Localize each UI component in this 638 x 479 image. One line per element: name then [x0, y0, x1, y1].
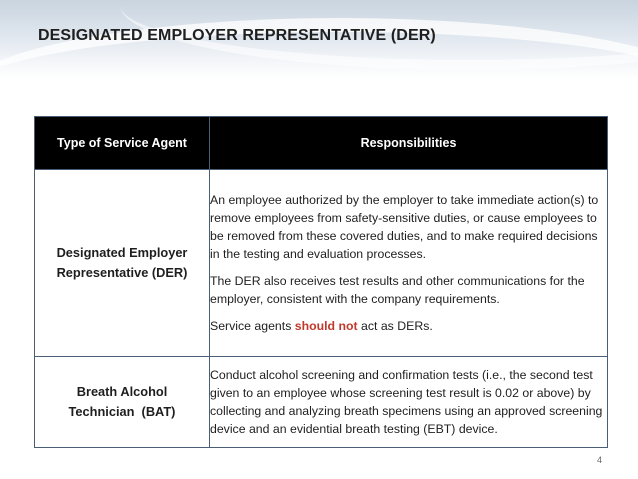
column-header-responsibilities: Responsibilities — [210, 117, 608, 170]
note-text-after: act as DERs. — [357, 319, 433, 333]
service-agent-note — [210, 317, 607, 335]
responsibilities-cell — [210, 357, 608, 448]
slide-title: DESIGNATED EMPLOYER REPRESENTATIVE (DER) — [38, 27, 436, 44]
responsibility-paragraph: An employee authorized by the employer to take immediate action(s) to remove employees from safety-sensitive duties, or cause employees to be removed from these covered duties, and to make required decisions in the testing and evaluation processes. — [210, 193, 599, 261]
agent-cell — [35, 357, 210, 448]
column-header-agent — [35, 117, 210, 170]
responsibilities-cell — [210, 170, 608, 357]
responsibility-paragraph: Conduct alcohol screening and confirmation tests (i.e., the second test given to an employee whose screening test result is 0.02 or above) by collecting and analyzing breath specimens using an approved screening device and an evidential breath testing (EBT) device. — [210, 368, 603, 436]
agent-cell — [35, 170, 210, 357]
table-header-row — [35, 117, 608, 170]
agent-name: Breath Alcohol Technician (BAT) — [68, 384, 176, 419]
table-row — [35, 170, 608, 357]
column-header-agent-label: Type of Service Agent — [57, 136, 187, 150]
der-responsibilities-table — [34, 116, 608, 448]
page-number: 4 — [596, 455, 602, 465]
responsibility-paragraph: The DER also receives test results and other communications for the employer, consistent with the company requirements. — [210, 274, 585, 306]
note-emphasis: should not — [294, 319, 358, 333]
slide-header-background — [0, 0, 638, 78]
table-row — [35, 357, 608, 448]
note-text-before: Service agents — [210, 319, 295, 333]
agent-name: Designated Employer Representative (DER) — [56, 245, 188, 280]
